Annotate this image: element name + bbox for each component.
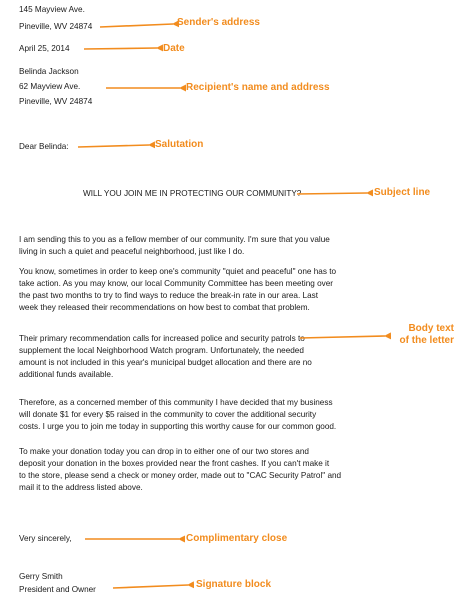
label-date: Date <box>163 43 185 54</box>
label-recipient: Recipient's name and address <box>186 82 330 93</box>
label-senders-address: Sender's address <box>177 17 260 28</box>
body-line: will donate $1 for every $5 raised in the community to cover the additional security <box>19 410 317 419</box>
body-line: additional funds available. <box>19 370 114 379</box>
signature-title: President and Owner <box>19 585 96 594</box>
body-line: the past two months to try to find ways to reduce the break-in rate in our area. Last <box>19 291 318 300</box>
body-line: living in such a quiet and peaceful neighborhood, just like I do. <box>19 247 245 256</box>
body-line: I am sending this to you as a fellow member of our community. I'm sure that you value <box>19 235 330 244</box>
body-line: Therefore, as a concerned member of this community I have decided that my business <box>19 398 333 407</box>
body-line: amount is not included in this year's municipal budget allocation and there are no <box>19 358 312 367</box>
body-line: mail it to the address listed above. <box>19 483 143 492</box>
body-line: to the store, please send a check or money order, made out to "CAC Security Patrol" and <box>19 471 342 480</box>
body-line: take action. As you may know, our local Community Committee has been meeting over <box>19 279 334 288</box>
body-line: supplement the local Neighborhood Watch program. Unfortunately, the needed <box>19 346 304 355</box>
label-complimentary-close: Complimentary close <box>186 533 288 544</box>
signature-name: Gerry Smith <box>19 572 63 581</box>
arrow-date <box>84 48 157 49</box>
sender-city: Pineville, WV 24874 <box>19 22 93 31</box>
recipient-name: Belinda Jackson <box>19 67 79 76</box>
body-line: costs. I urge you to join me today in supporting this worthy cause for our common good. <box>19 422 337 431</box>
body-line: To make your donation today you can drop in to either one of our two stores and <box>19 447 309 456</box>
letter-date: April 25, 2014 <box>19 44 70 53</box>
label-signature-block: Signature block <box>196 579 272 590</box>
salutation: Dear Belinda: <box>19 142 69 151</box>
body-line: You know, sometimes in order to keep one's community "quiet and peaceful" one has to <box>19 267 337 276</box>
label-salutation: Salutation <box>155 139 204 150</box>
label-body-text-line1: Body text <box>408 323 454 334</box>
arrow-signature-block <box>113 585 188 588</box>
arrow-salutation <box>78 145 149 147</box>
label-subject-line: Subject line <box>374 187 431 198</box>
label-body-text <box>392 323 454 347</box>
body-line: deposit your donation in the boxes provided near the front cashes. If you can't make it <box>19 459 330 468</box>
recipient-street: 62 Mayview Ave. <box>19 82 81 91</box>
subject-line: WILL YOU JOIN ME IN PROTECTING OUR COMMUNITY? <box>83 189 302 198</box>
arrow-body-text <box>300 336 385 338</box>
body-line: Their primary recommendation calls for increased police and security patrols to <box>19 334 305 343</box>
label-body-text-line2: of the letter <box>399 335 454 346</box>
arrow-senders-address <box>100 24 173 27</box>
body-line: week they released their recommendations on how best to combat that problem. <box>19 303 310 312</box>
arrow-subject-line <box>297 193 367 194</box>
complimentary-close: Very sincerely, <box>19 534 72 543</box>
sender-street: 145 Mayview Ave. <box>19 5 85 14</box>
recipient-city: Pineville, WV 24874 <box>19 97 93 106</box>
